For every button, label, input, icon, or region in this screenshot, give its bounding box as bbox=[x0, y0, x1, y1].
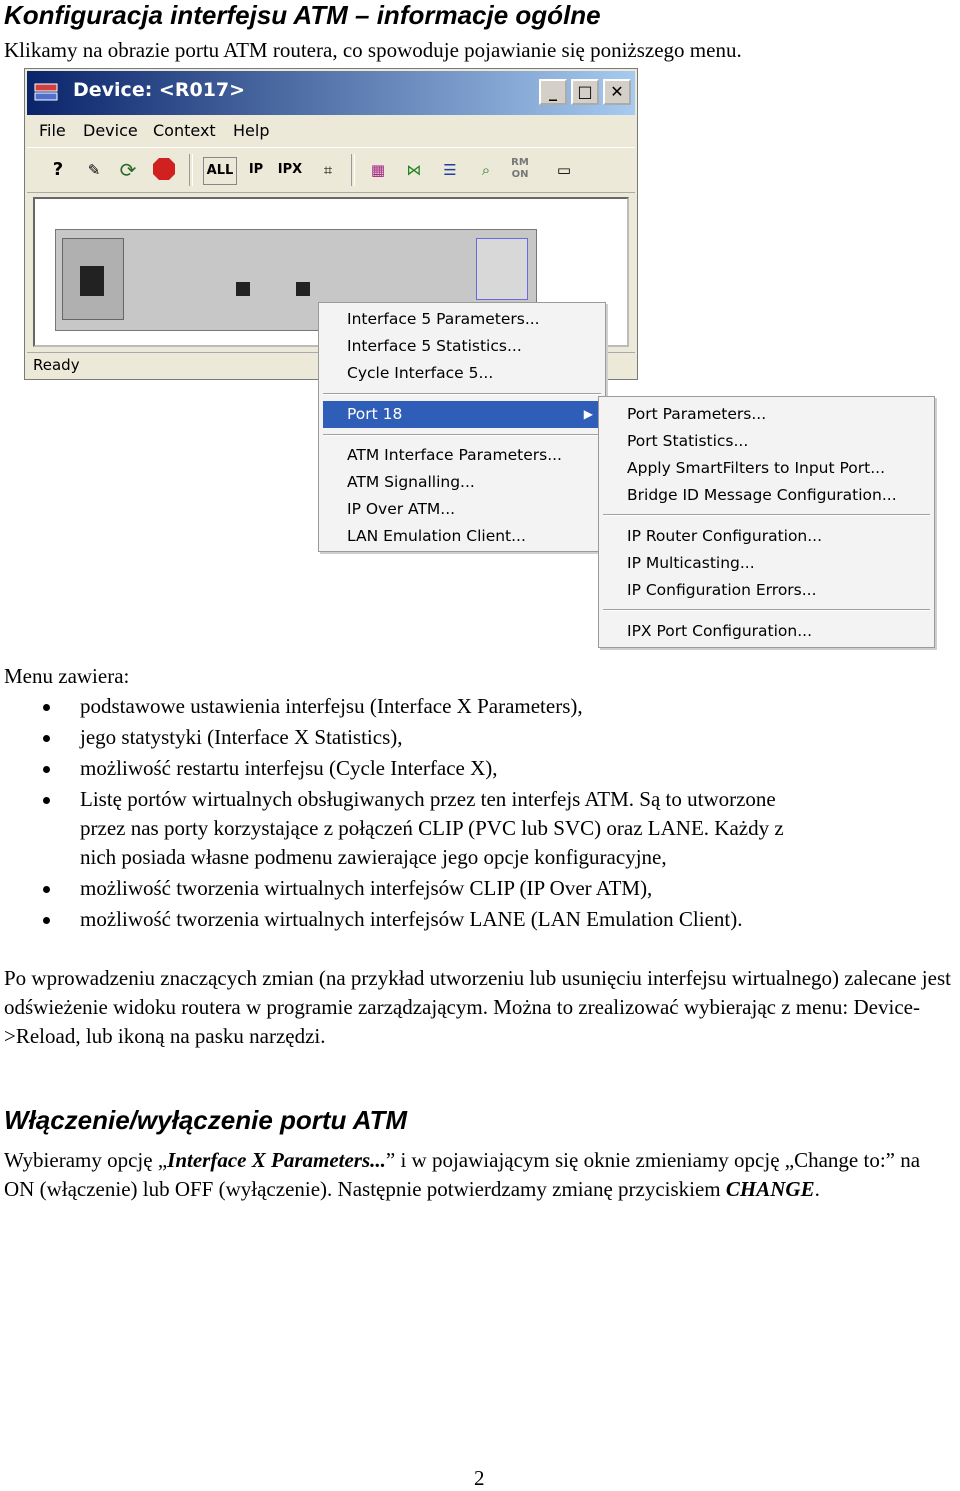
submenu-item-port-statistics[interactable]: Port Statistics... bbox=[627, 432, 749, 450]
toolbar bbox=[27, 147, 635, 193]
bridge-icon[interactable]: ⌗ bbox=[323, 161, 333, 179]
bullet-icon bbox=[43, 886, 50, 893]
filter-ip-button[interactable]: IP bbox=[248, 162, 264, 177]
monitor-icon[interactable]: ▭ bbox=[556, 161, 572, 179]
submenu-item-bridge-id[interactable]: Bridge ID Message Configuration... bbox=[627, 486, 897, 504]
title-bar bbox=[27, 71, 635, 115]
reload-paragraph: Po wprowadzeniu znaczących zmian (na przykład utworzeniu lub usunięciu interfejsu wirtualnego) zalecane jest odświeżenie widoku routera w programie zarządzającym. Można to zrealizować wybierając z menu: Device->Reload, lub ikoną na pasku narzędzi. bbox=[4, 966, 951, 1048]
menu-item-atm-interface-parameters[interactable]: ATM Interface Parameters... bbox=[347, 446, 562, 464]
chart-icon[interactable]: ▦ bbox=[370, 161, 386, 179]
menu-bar bbox=[27, 117, 635, 143]
submenu-item-ip-multicasting[interactable]: IP Multicasting... bbox=[627, 554, 755, 572]
menu-item-cycle-interface[interactable]: Cycle Interface 5... bbox=[347, 364, 494, 382]
menu-item-port-18[interactable]: Port 18 ▶ bbox=[323, 401, 601, 428]
device-icon bbox=[34, 81, 58, 103]
maximize-button[interactable]: □ bbox=[571, 79, 599, 105]
menu-item-interface-parameters[interactable]: Interface 5 Parameters... bbox=[347, 310, 540, 328]
submenu-item-port-parameters[interactable]: Port Parameters... bbox=[627, 405, 767, 423]
menu-context[interactable]: Context bbox=[153, 121, 216, 140]
bullet-item: jego statystyki (Interface X Statistics), bbox=[80, 725, 403, 749]
submenu-arrow-icon: ▶ bbox=[583, 407, 593, 421]
bullet-icon bbox=[43, 704, 50, 711]
edit-icon[interactable]: ✎ bbox=[87, 161, 101, 179]
submenu-item-smartfilters[interactable]: Apply SmartFilters to Input Port... bbox=[627, 459, 886, 477]
menu-item-atm-signalling[interactable]: ATM Signalling... bbox=[347, 473, 475, 491]
help-icon[interactable]: ? bbox=[52, 159, 64, 180]
stop-icon[interactable] bbox=[151, 157, 177, 183]
status-text: Ready bbox=[33, 356, 80, 374]
section-heading-2: Włączenie/wyłączenie portu ATM bbox=[4, 1105, 408, 1135]
bullet-item-continuation: nich posiada własne podmenu zawierające jego opcje konfiguracyjne, bbox=[80, 845, 667, 869]
bullet-icon bbox=[43, 766, 50, 773]
change-emphasis: CHANGE bbox=[725, 1177, 815, 1201]
intro-text: Klikamy na obrazie portu ATM routera, co spowoduje pojawianie się poniższego menu. bbox=[4, 38, 742, 62]
bullet-item: możliwość tworzenia wirtualnych interfejsów LANE (LAN Emulation Client). bbox=[80, 907, 743, 931]
menu-item-lan-emulation-client[interactable]: LAN Emulation Client... bbox=[347, 527, 526, 545]
submenu-item-ip-configuration-errors[interactable]: IP Configuration Errors... bbox=[627, 581, 817, 599]
find-icon[interactable]: ⌕ bbox=[481, 161, 491, 179]
menu-file[interactable]: File bbox=[39, 121, 66, 140]
filter-ipx-button[interactable]: IPX bbox=[277, 162, 303, 177]
bullet-icon bbox=[43, 917, 50, 924]
rmon-icon[interactable]: RM ON bbox=[511, 157, 529, 180]
list-icon[interactable]: ☰ bbox=[443, 161, 457, 179]
minimize-button[interactable]: _ bbox=[539, 79, 567, 105]
menu-intro: Menu zawiera: bbox=[4, 664, 130, 688]
window-title: Device: <R017> bbox=[73, 79, 246, 101]
menu-item-interface-statistics[interactable]: Interface 5 Statistics... bbox=[347, 337, 522, 355]
submenu-item-ip-router-configuration[interactable]: IP Router Configuration... bbox=[627, 527, 823, 545]
context-menu bbox=[318, 302, 606, 552]
bullet-item: podstawowe ustawienia interfejsu (Interface X Parameters), bbox=[80, 694, 583, 718]
filter-all-button[interactable]: ALL bbox=[203, 157, 237, 185]
section-heading: Konfiguracja interfejsu ATM – informacje ogólne bbox=[4, 0, 601, 30]
page-number: 2 bbox=[474, 1466, 485, 1490]
bullet-icon bbox=[43, 797, 50, 804]
close-button[interactable]: ✕ bbox=[603, 79, 631, 105]
menu-device[interactable]: Device bbox=[83, 121, 138, 140]
menu-item-ip-over-atm[interactable]: IP Over ATM... bbox=[347, 500, 456, 518]
port-submenu bbox=[598, 396, 935, 648]
reload-icon[interactable]: ⟳ bbox=[119, 158, 137, 182]
bullet-icon bbox=[43, 735, 50, 742]
graph-icon[interactable]: ⋈ bbox=[406, 161, 422, 179]
interface-parameters-emphasis: Interface X Parameters... bbox=[167, 1148, 386, 1172]
bullet-item: Listę portów wirtualnych obsługiwanych przez ten interfejs ATM. Są to utworzone bbox=[80, 787, 776, 811]
port-toggle-paragraph: Wybieramy opcję „Interface X Parameters...” i w pojawiającym się oknie zmieniamy opcję „Change to:” na ON (włączenie) lub OFF (wyłączenie). Następnie potwierdzamy zmianę przyciskiem CHANGE. bbox=[4, 1148, 921, 1201]
bullet-item: możliwość restartu interfejsu (Cycle Interface X), bbox=[80, 756, 498, 780]
menu-help[interactable]: Help bbox=[233, 121, 270, 140]
bullet-item-continuation: przez nas porty korzystające z połączeń CLIP (PVC lub SVC) oraz LANE. Każdy z bbox=[80, 816, 784, 840]
submenu-item-ipx-port-configuration[interactable]: IPX Port Configuration... bbox=[627, 622, 813, 640]
bullet-item: możliwość tworzenia wirtualnych interfejsów CLIP (IP Over ATM), bbox=[80, 876, 653, 900]
